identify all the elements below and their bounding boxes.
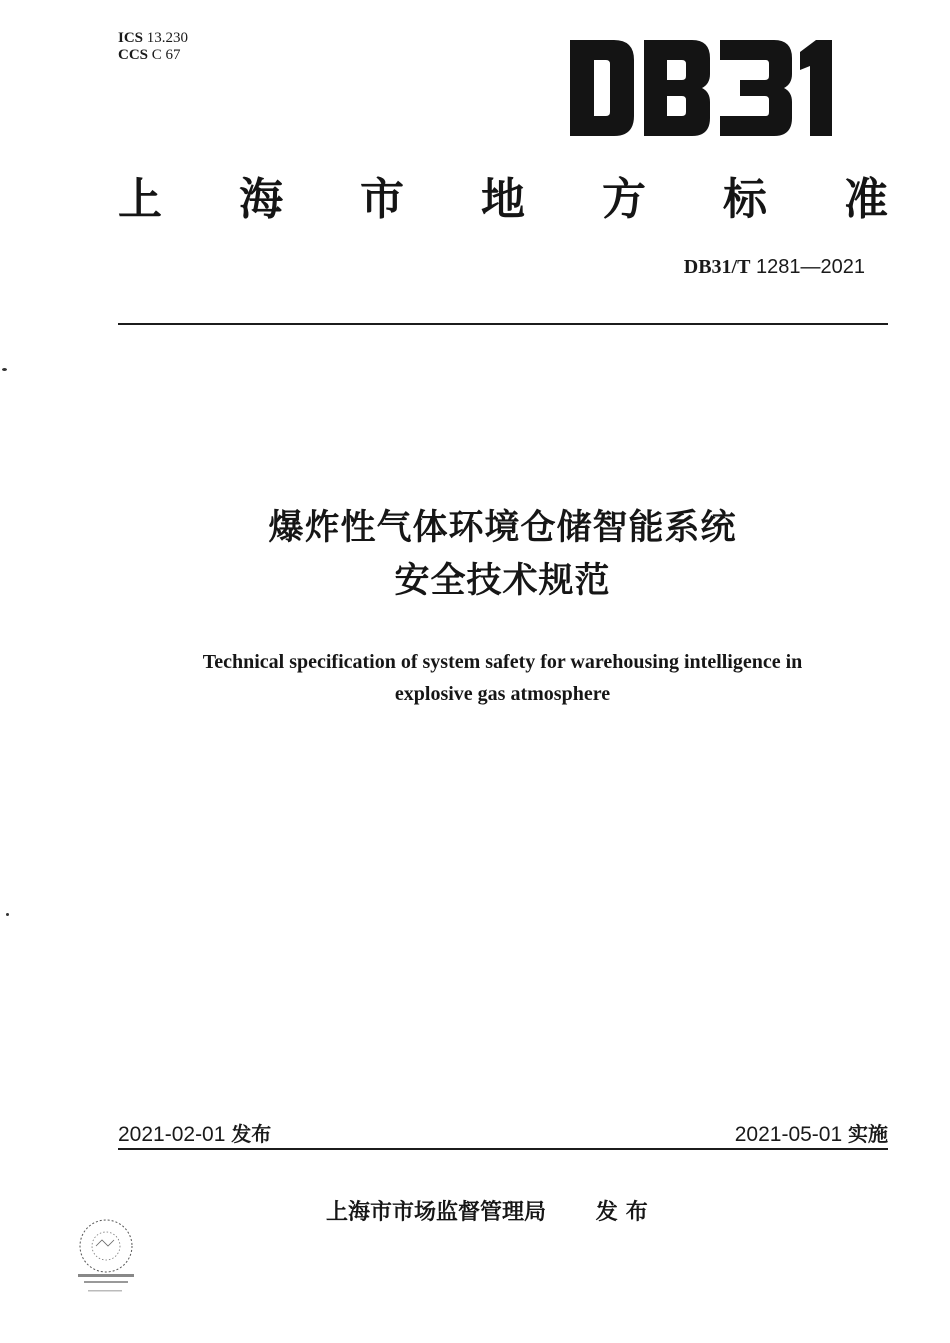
scan-speck bbox=[6, 913, 9, 916]
effective-date: 2021-05-01 bbox=[734, 1123, 843, 1146]
english-title-line-2: explosive gas atmosphere bbox=[394, 683, 611, 705]
scan-speck bbox=[2, 368, 7, 371]
standard-number-prefix: DB31/T bbox=[683, 256, 751, 278]
db31-logo bbox=[570, 40, 832, 136]
title-char: 海 bbox=[239, 174, 283, 225]
faint-stamp bbox=[66, 1210, 146, 1300]
title-char: 上 bbox=[118, 174, 162, 225]
issue-date-block bbox=[118, 1118, 271, 1147]
standard-category-title bbox=[118, 165, 888, 225]
chinese-title-line-2: 安全技术规范 bbox=[394, 561, 611, 601]
classification-codes bbox=[118, 30, 188, 64]
title-char: 标 bbox=[723, 174, 767, 225]
ics-code bbox=[118, 30, 188, 47]
publisher-action: 发布 bbox=[595, 1200, 656, 1225]
title-char: 方 bbox=[602, 174, 646, 225]
effective-date-block bbox=[735, 1118, 888, 1147]
effective-label: 实施 bbox=[848, 1122, 888, 1146]
english-title bbox=[0, 646, 950, 710]
publisher-line bbox=[326, 1195, 656, 1226]
issue-date: 2021-02-01 bbox=[118, 1123, 226, 1146]
chinese-title bbox=[0, 502, 950, 608]
chinese-title-line-1: 爆炸性气体环境仓储智能系统 bbox=[268, 508, 737, 548]
issue-label: 发布 bbox=[231, 1122, 272, 1146]
standard-number bbox=[684, 256, 865, 279]
title-char: 市 bbox=[360, 174, 404, 225]
publisher-name: 上海市市场监督管理局 bbox=[326, 1200, 547, 1225]
ccs-code bbox=[118, 47, 188, 64]
english-title-line-1: Technical specification of system safety for warehousing intelligence in bbox=[202, 651, 803, 673]
standard-number-value: 1281—2021 bbox=[756, 256, 865, 278]
bottom-divider bbox=[118, 1148, 888, 1150]
title-char: 地 bbox=[481, 174, 525, 225]
ccs-label: CCS bbox=[118, 47, 149, 63]
ics-label: ICS bbox=[118, 30, 144, 46]
ics-value: 13.230 bbox=[146, 30, 189, 46]
title-char: 准 bbox=[844, 174, 888, 225]
top-divider bbox=[118, 323, 888, 325]
ccs-value: C 67 bbox=[151, 47, 181, 63]
